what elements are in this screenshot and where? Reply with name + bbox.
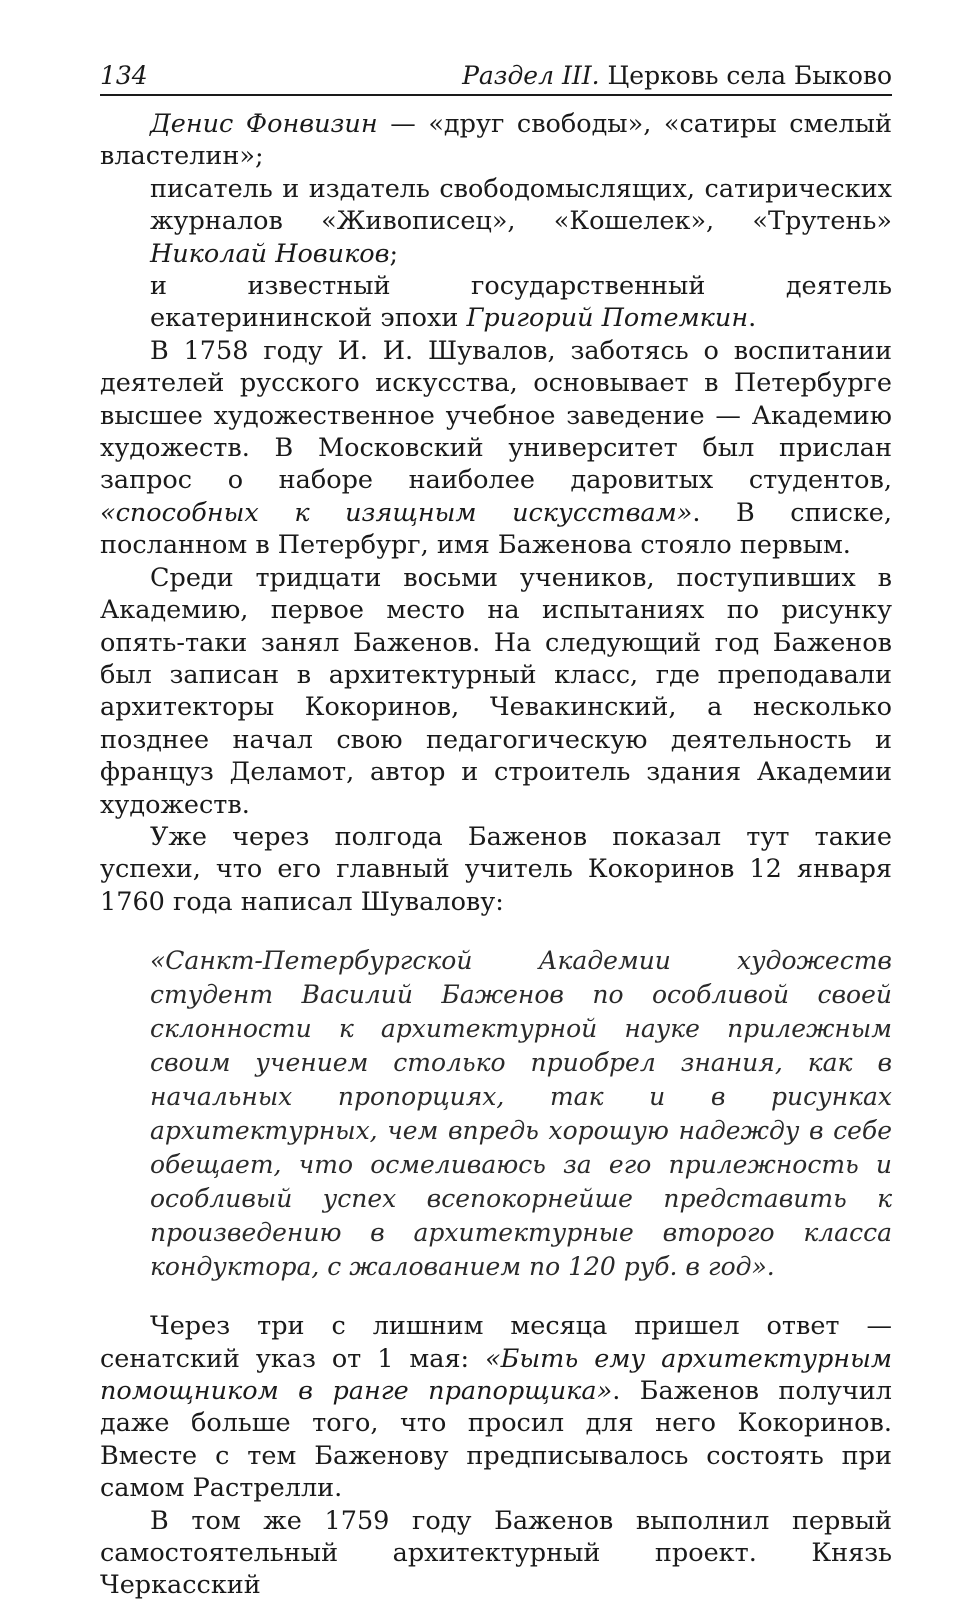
- paragraph: Среди тридцати восьми учеников, поступивших в Академию, первое место на испытаниях по рисунку опять-таки занял Баженов. На следующий год Баженов был записан в архитектурный класс, где преподавали архитекторы Кокоринов, Чевакинский, а несколько позднее начал свою педагогическую деятельность и француз Деламот, автор и строитель здания Академии художеств.: [100, 562, 892, 820]
- paragraph: В 1758 году И. И. Шувалов, заботясь о воспитании деятелей русского искусства, основывает в Петербурге высшее художественное учебное заведение — Академию художеств. В Московский университет был прислан запрос о наборе наиболее даровитых студентов, «способных к изящным искусствам». В списке, посланном в Петербург, имя Баженова стояло первым.: [100, 335, 892, 561]
- paragraph: Денис Фонвизин — «друг свободы», «сатиры смелый властелин»;: [100, 109, 893, 172]
- section-heading: [462, 61, 892, 90]
- section-label: Раздел III.: [462, 61, 600, 90]
- person-name: Николай Новиков: [150, 238, 390, 269]
- person-name: Денис Фонвизин: [150, 109, 378, 139]
- running-header: [100, 50, 892, 96]
- block-quote: «Санкт-Петербургской Академии художеств студент Василий Баженов по особливой своей склонности к архитектурной науке прилежным своим учением столько приобрел знания, как в начальных пропорциях, так и в рисунках архитектурных, чем впредь хорошую надежду в себе обещает, что осмеливаюсь за его прилежность и особливый успех всепокорнейше представить к произведению в архитектурные второго класса кондуктора, с жалованием по 120 руб. в год».: [150, 946, 892, 1282]
- section-title: Церковь села Быково: [607, 61, 892, 90]
- paragraph: В том же 1759 году Баженов выполнил первый самостоятельный архитектурный проект. Князь Черкасский: [100, 1505, 892, 1601]
- page-body: [100, 108, 892, 1602]
- paragraph: Уже через полгода Баженов показал тут такие успехи, что его главный учитель Кокоринов 12 января 1760 года написал Шувалову:: [100, 821, 892, 917]
- italic-quote: «Быть ему архитектурным помощником в ранге прапорщика»: [100, 1343, 892, 1406]
- paragraph: Через три с лишним месяца пришел ответ — сенатский указ от 1 мая: «Быть ему архитектурным помощником в ранге прапорщика». Баженов получил даже больше того, что просил для него Кокоринов. Вместе с тем Баженову предписывалось состоять при самом Растрелли.: [100, 1311, 892, 1504]
- page-number: 134: [100, 61, 148, 90]
- paragraph: писатель и издатель свободомыслящих, сатирических журналов «Живописец», «Кошелек», «Трутень» Николай Новиков;: [150, 173, 892, 269]
- italic-quote: «способных к изящным искусствам»: [100, 497, 693, 528]
- person-name: Григорий Потемкин: [466, 303, 749, 334]
- paragraph: и известный государственный деятель екатерининской эпохи Григорий Потемкин.: [150, 271, 892, 334]
